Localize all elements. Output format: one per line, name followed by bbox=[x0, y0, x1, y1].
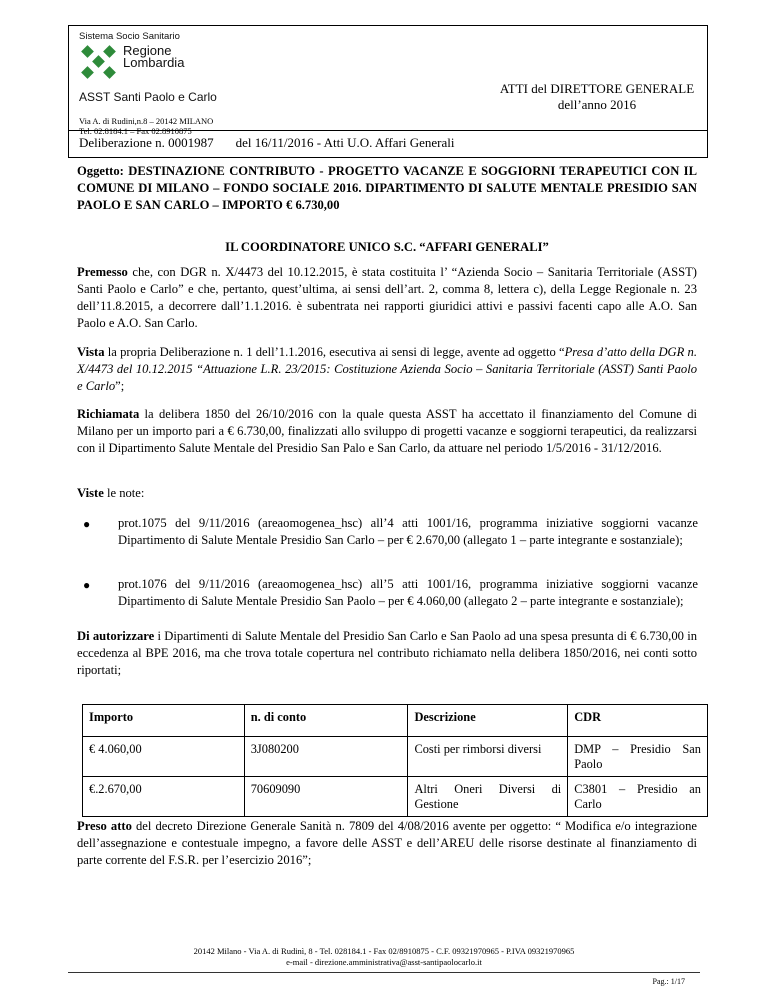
bullet-icon: ● bbox=[83, 578, 91, 592]
table-cell: Altri Oneri Diversi di Gestione bbox=[408, 777, 568, 817]
list-item: prot.1075 del 9/11/2016 (areaomogenea_hsc) all’4 atti 1001/16, programma iniziative soggiorni vacanze Dipartimento di Salute Mentale Presidio San Carlo – per € 2.670,00 (allegato 1 – parte integrante e sostanziale); bbox=[118, 516, 698, 547]
paragraph-viste: Viste le note: bbox=[77, 486, 145, 500]
table-cell: DMP – Presidio San Paolo bbox=[568, 737, 708, 777]
table-header-cell: n. di conto bbox=[244, 705, 408, 737]
asst-name: ASST Santi Paolo e Carlo bbox=[79, 90, 217, 104]
table-header-cell: CDR bbox=[568, 705, 708, 737]
header-box bbox=[68, 25, 708, 158]
list-item: prot.1076 del 9/11/2016 (areaomogenea_hsc) all’5 atti 1001/16, programma iniziative soggiorni vacanze Dipartimento di Salute Mentale Presidio San Paolo – per € 4.060,00 (allegato 2 – parte integrante e sostanziale); bbox=[118, 577, 698, 608]
atti-heading: ATTI del DIRETTORE GENERALE dell’anno 2016 bbox=[499, 81, 695, 112]
table-row bbox=[83, 737, 708, 777]
table-header-cell: Descrizione bbox=[408, 705, 568, 737]
subject: Oggetto: DESTINAZIONE CONTRIBUTO - PROGETTO VACANZE E SOGGIORNI TERAPEUTICI CON IL COMUNE DI MILANO – FONDO SOCIALE 2016. DIPARTIMENTO DI SALUTE MENTALE PRESIDIO SAN PAOLO E SAN CARLO – IMPORTO € 6.730,00 bbox=[77, 164, 697, 212]
table-cell: € 4.060,00 bbox=[83, 737, 245, 777]
region-name: Regione Lombardia bbox=[123, 43, 185, 70]
page-number: Pag.: 1/17 bbox=[652, 977, 685, 986]
bullet-icon: ● bbox=[83, 517, 91, 531]
deliberation-line: Deliberazione n. 0001987 del 16/11/2016 - Atti U.O. Affari Generali bbox=[79, 135, 455, 150]
table-row bbox=[83, 777, 708, 817]
paragraph-autorizzare: Di autorizzare i Dipartimenti di Salute Mentale del Presidio San Carlo e San Paolo ad una spesa presunta di € 6.730,00 in eccedenza al BPE 2016, ma che trova totale copertura nel contributo richiamato nella delibera 1850/2016, nei conti sotto riportati; bbox=[77, 629, 697, 677]
footer: 20142 Milano - Via A. di Rudinì, 8 - Tel. 028184.1 - Fax 02/8910875 - C.F. 09321970965 - P.IVA 09321970965 e-mail - direzione.amministrativa@asst-santipaolocarlo.it bbox=[193, 946, 575, 967]
paragraph-preso-atto: Preso atto del decreto Direzione Generale Sanità n. 7809 del 4/08/2016 avente per oggetto: “ Modifica e/o integrazione dell’assegnazione e contestuale impegno, a favore delle ASST e dell’AREU delle risorse destinate al finanziamento di parte corrente del F.S.R. per l’esercizio 2016”; bbox=[77, 819, 697, 867]
paragraph-premesso: Premesso che, con DGR n. X/4473 del 10.12.2015, è stata costituita l’ “Azienda Socio – Sanitaria Territoriale (ASST) Santi Paolo e Carlo” e che, pertanto, quest’ultima, ai sensi dell’art. 2, comma 8, lettera c), della Legge Regionale n. 23 dell’11.8.2015, a decorrere dall’1.1.2016. è subentrata nei rapporti giuridici attivi e passivi facenti capo alle A.O. San Paolo e A.O. San Carlo. bbox=[77, 265, 697, 330]
table-cell: 3J080200 bbox=[244, 737, 408, 777]
table-cell: C3801 – Presidio an Carlo bbox=[568, 777, 708, 817]
footer-divider bbox=[68, 972, 700, 973]
header-divider bbox=[69, 130, 707, 131]
address: Via A. di Rudini,n.8 – 20142 MILANO Tel. 02.8184.1 – Fax 02.8910875 bbox=[79, 116, 214, 136]
table-header-row bbox=[83, 705, 708, 737]
regione-lombardia-logo-icon bbox=[81, 45, 117, 79]
paragraph-vista: Vista la propria Deliberazione n. 1 dell’1.1.2016, esecutiva ai sensi di legge, avente ad oggetto “Presa d’atto della DGR n. X/4473 del 10.12.2015 “Attuazione L.R. 23/2015: Costituzione Azienda Socio – Sanitaria Territoriale (ASST) Santi Paolo e Carlo”; bbox=[77, 345, 698, 393]
paragraph-richiamata: Richiamata la delibera 1850 del 26/10/2016 con la quale questa ASST ha accettato il finanziamento del Comune di Milano per un importo pari a € 6.730,00, finalizzati allo sviluppo di progetti vacanze e soggiorni terapeutici, da realizzarsi con il Dipartimento Salute Mentale del Presidio San Palo e San Carlo, da attuare nel periodo 1/5/2016 - 31/12/2016. bbox=[77, 407, 697, 455]
table-cell: Costi per rimborsi diversi bbox=[408, 737, 568, 777]
system-label: Sistema Socio Sanitario bbox=[79, 31, 180, 42]
section-title: IL COORDINATORE UNICO S.C. “AFFARI GENERALI” bbox=[225, 240, 549, 254]
table-cell: 70609090 bbox=[244, 777, 408, 817]
table-header-cell: Importo bbox=[83, 705, 245, 737]
table-cell: €.2.670,00 bbox=[83, 777, 245, 817]
accounts-table bbox=[82, 704, 708, 817]
